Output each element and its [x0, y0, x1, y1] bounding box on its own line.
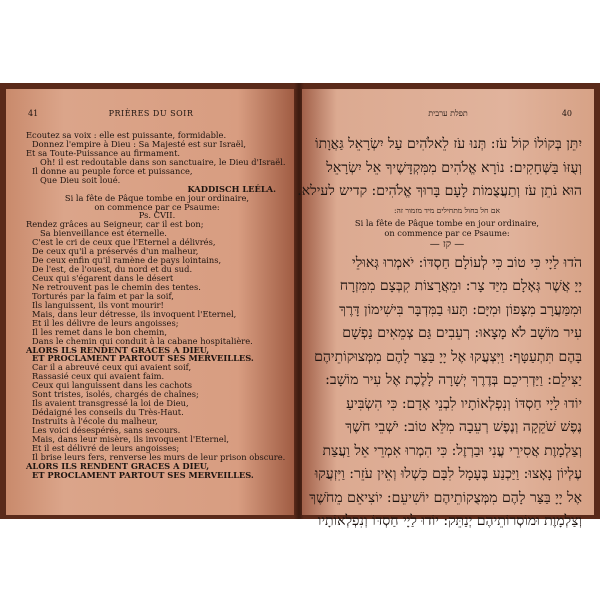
psalm-marker: — קז —	[429, 238, 465, 250]
text-line: Et il est délivré de leurs angoisses;	[32, 442, 180, 453]
text-line: Sont tristes, isolés, chargés de chaînes;	[32, 389, 199, 400]
text-line: Ecoutez sa voix : elle est puissante, formidable.	[26, 130, 227, 140]
text-line: ET PROCLAMENT PARTOUT SES MERVEILLES.	[32, 353, 254, 364]
text-line: ALORS ILS RENDENT GRACES A DIEU,	[26, 344, 210, 355]
text-line: Mais, dans leur détresse, ils invoquent l'Eternel,	[32, 308, 237, 319]
running-title-hebrew: תפלת ערבית	[428, 109, 468, 118]
hebrew-line: עֶלְיוֹן נָאָצוּ: וַיַּכְנַע בֶּעָמָל לִבָּם כָּשְׁלוּ וְאֵין עֹזֵר: וַיִּזְעֲקוּ	[314, 466, 582, 482]
text-line: De ceux enfin qu'il ramène de pays lointains,	[32, 255, 222, 266]
text-line: Sa bienveillance est éternelle.	[40, 228, 167, 239]
text-line: Rassasié ceux qui avaient faim.	[32, 371, 165, 382]
hebrew-line: יָיָ אֲשֶׁר גְּאָלָם מִיַּד צָר: וּמֵאֲרָצוֹת קִבְּצָם מִמִּזְרָח	[339, 278, 582, 294]
page-number: 40	[561, 109, 572, 118]
text-line: Et il les délivre de leurs angoisses;	[32, 317, 179, 328]
text-line: ALORS ILS RENDENT GRACES A DIEU,	[26, 460, 210, 471]
text-line: De ceux qu'il a préservés d'un malheur,	[32, 246, 199, 257]
french-text	[26, 131, 288, 480]
right-page	[297, 89, 594, 529]
text-line: Ils avaient transgressé la loi de Dieu,	[32, 398, 189, 409]
french-rubric-2: on commence par ce Psaume:	[384, 227, 510, 238]
text-line: Ceux qui languissent dans les cachots	[32, 380, 192, 391]
hebrew-line: וְצַלְמָוֶת אֲסִירֵי עֳנִי וּבַרְזֶל: כִּי הִמְרוּ אִמְרֵי אֵל וַעֲצַת	[322, 442, 582, 459]
text-line: Les voici désespérés, sans secours.	[32, 424, 181, 435]
text-line: Torturés par la faim et par la soif,	[32, 290, 174, 301]
text-line: Si la fête de Pâque tombe en jour ordinaire,	[64, 192, 250, 203]
open-book	[0, 83, 600, 529]
running-title: PRIÈRES DU SOIR	[108, 109, 194, 118]
text-line: Mais, dans leur misère, ils invoquent l'Eternel,	[32, 433, 229, 444]
text-line: Que Dieu soit loué.	[40, 174, 121, 185]
text-line: Rendez grâces au Seigneur, car il est bon;	[26, 219, 204, 230]
hebrew-line: בָּהֶם תִּתְעַטָּף: וַיִּצְעֲקוּ אֶל יָיָ בַּצַּר לָהֶם מִמְּצוּקוֹתֵיהֶם	[314, 348, 582, 365]
hebrew-line: וְעֻזּוֹ בַּשְּׁחָקִים: נוֹרָא אֱלֹהִים מִמִּקְדָּשֶׁיךָ אֵל יִשְׂרָאֵל	[326, 159, 582, 176]
text-line: Il donne au peuple force et puissance,	[32, 165, 193, 176]
text-line: Car il a abreuvé ceux qui avaient soif,	[32, 362, 192, 373]
text-line: Ne retrouvent pas le chemin des tentes.	[32, 281, 201, 292]
left-page	[6, 89, 296, 515]
hebrew-line: אֶל יָיָ בַּצַּר לָהֶם מִמְּצֻקוֹתֵיהֶם יוֹשִׁיעֵם: יוֹצִיאֵם מֵחֹשֶׁךְ	[309, 489, 582, 506]
hebrew-line: יִתֵּן בְּקוֹלוֹ קוֹל עֹז: תְּנוּ עֹז לֵאלֹהִים עַל יִשְׂרָאֵל גַּאֲוָתוֹ	[314, 136, 582, 152]
hebrew-line: יוֹדוּ לַיָי חַסְדּוֹ וְנִפְלְאוֹתָיו לִבְנֵי אָדָם: כִּי הִשְׂבִּיעַ	[346, 395, 582, 412]
left-page-header	[6, 109, 296, 123]
hebrew-line: הוּא נֹתֵן עֹז וְתַעֲצֻמוֹת לָעָם בָּרוּךְ אֱלֹהִים: קדיש לעילא.	[297, 183, 582, 199]
hebrew-psalm-lines	[309, 252, 582, 534]
text-line: De l'est, de l'ouest, du nord et du sud.	[32, 264, 193, 275]
text-line: Donnez l'empire à Dieu : Sa Majesté est sur Israël,	[32, 138, 246, 149]
text-line: Ils languissent, ils vont mourir!	[32, 299, 164, 310]
text-line: Ceux qui s'égarent dans le désert	[32, 273, 174, 283]
text-line: Oh! il est redoutable dans son sanctuaire, le Dieu d'Israël.	[40, 156, 286, 167]
hebrew-line: וּמִמַּעֲרָב מִצָּפוֹן וּמִיָּם: תָּעוּ בַמִּדְבָּר בִּישִׁימוֹן דָּרֶךְ	[339, 301, 582, 318]
text-line: Instruits à l'école du malheur,	[32, 416, 158, 426]
hebrew-line: יַצִּילֵם: וַיַּדְרִיכֵם בְּדֶרֶךְ יְשָׁרָה לָלֶכֶת אֶל עִיר מוֹשָׁב:	[325, 372, 582, 388]
french-rubric-1: Si la fête de Pâque tombe en jour ordinaire,	[354, 217, 540, 228]
text-line: on commence par ce Psaume:	[94, 201, 220, 212]
right-page-header	[302, 109, 594, 123]
hebrew-rubric: אם חל בחול מתחילים מיד מזמור זה:	[393, 205, 501, 215]
text-line: Il brise leurs fers, renverse les murs de leur prison obscure.	[32, 451, 286, 462]
text-line: KADDISCH LEÉLA.	[187, 183, 276, 194]
hebrew-text	[297, 133, 582, 534]
text-line: Dans le chemin qui conduit à la cabane hospitalière.	[32, 335, 253, 346]
hebrew-line: וְצַלְמָוֶת וּמוֹסְרוֹתֵיהֶם יְנַתֵּק: יוֹדוּ לַיָי חַסְדּוֹ וְנִפְלְאוֹתָיו	[317, 513, 582, 529]
text-line: ET PROCLAMENT PARTOUT SES MERVEILLES.	[32, 469, 254, 480]
text-line: C'est le cri de ceux que l'Eternel a délivrés,	[32, 237, 216, 248]
hebrew-line: עִיר מוֹשָׁב לֹא מָצָאוּ: רְעֵבִים גַּם צְמֵאִים נַפְשָׁם	[342, 325, 582, 341]
text-line: Et sa Toute-Puissance au firmament.	[26, 147, 181, 158]
hebrew-top-lines	[297, 133, 582, 204]
page-number: 41	[28, 109, 39, 118]
hebrew-line: הֹדוּ לַיָי כִּי טוֹב כִּי לְעוֹלָם חַסְדּוֹ: יֹאמְרוּ גְּאוּלֵי	[352, 254, 582, 271]
text-line: Il les remet dans le bon chemin,	[32, 326, 168, 337]
text-line: Ps. CVII.	[138, 210, 176, 221]
text-line: Dédaigné les conseils du Très-Haut.	[32, 407, 184, 418]
hebrew-line: נֶפֶשׁ שֹׁקֵקָה וְנֶפֶשׁ רְעֵבָה מִלֵּא טוֹב: יֹשְׁבֵי חֹשֶׁךְ	[345, 419, 582, 435]
